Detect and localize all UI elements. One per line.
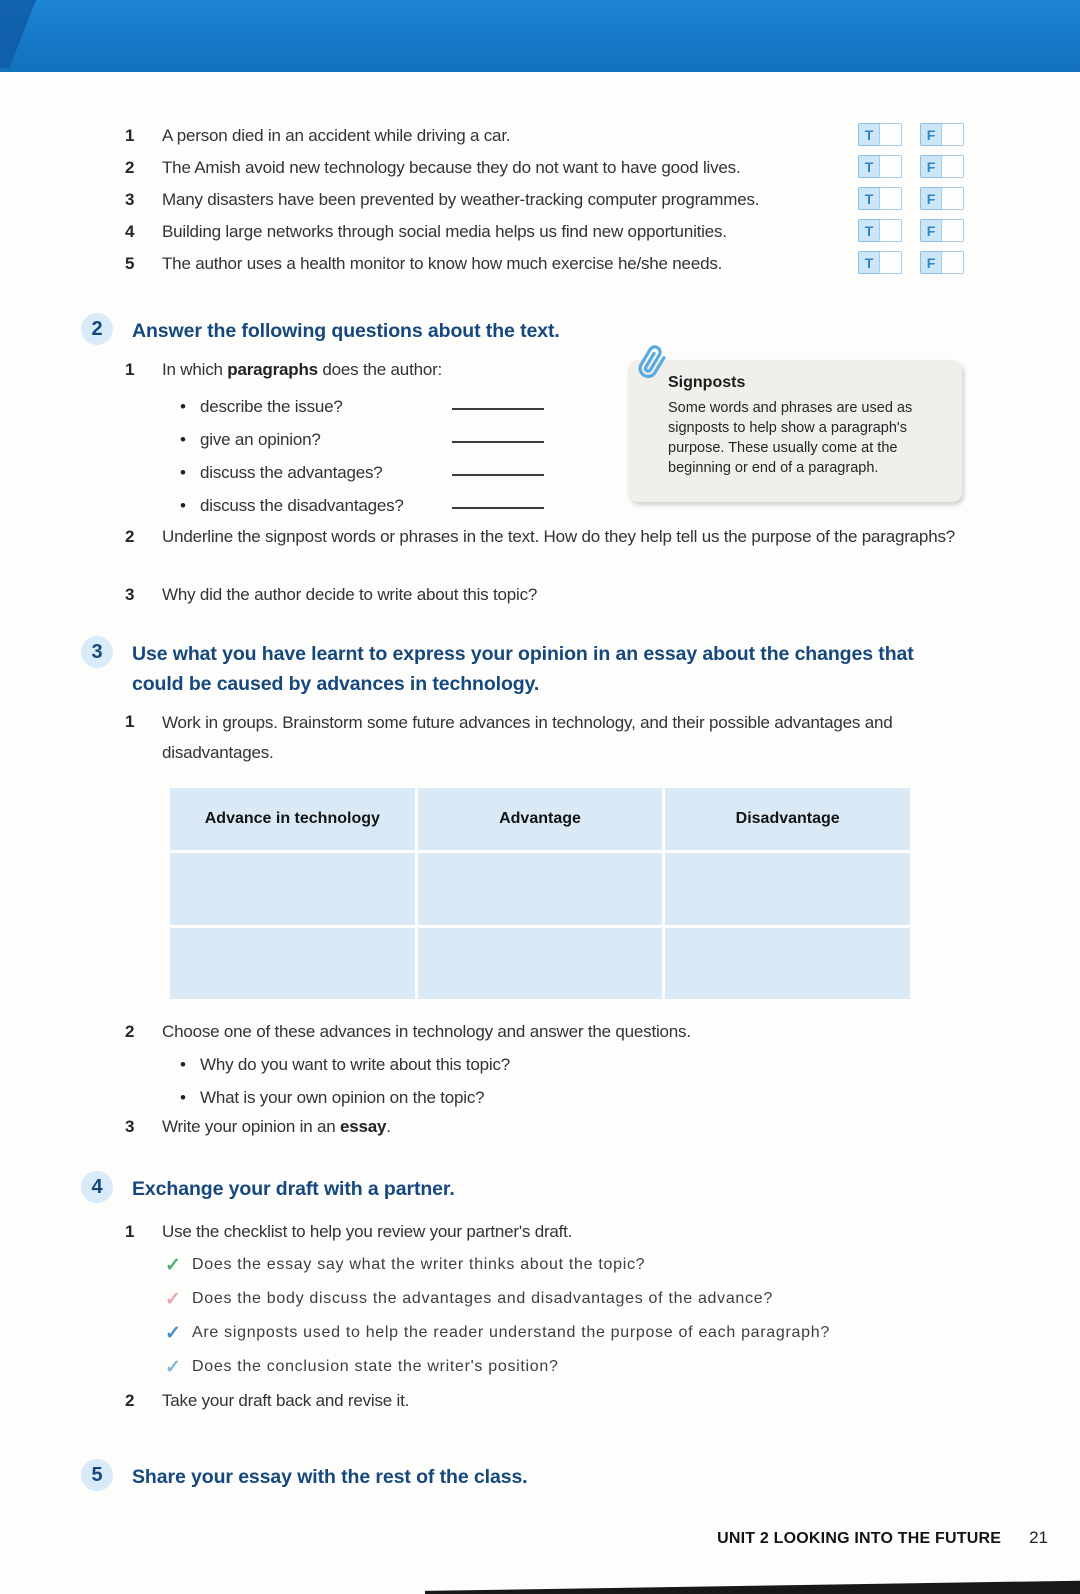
item-number: 5 — [125, 254, 135, 273]
answer-blank[interactable] — [452, 390, 544, 410]
true-false-exercise — [125, 120, 985, 280]
tf-statement: Many disasters have been prevented by weather-tracking computer programmes. — [162, 190, 760, 209]
question-text — [162, 1113, 391, 1141]
bullet-item — [180, 1048, 700, 1081]
tf-row-4 — [125, 216, 985, 248]
checkmark-icon: ✓ — [165, 1322, 181, 1344]
true-label: T — [858, 155, 880, 178]
question-number: 1 — [125, 712, 135, 731]
answer-blank[interactable] — [452, 423, 544, 443]
table-header-disadvantage: Disadvantage — [665, 788, 910, 850]
checklist-item — [165, 1350, 1005, 1384]
question-number: 1 — [125, 1222, 135, 1241]
false-checkbox[interactable] — [941, 155, 964, 178]
exercise-2-q1 — [125, 356, 645, 384]
tf-statement: A person died in an accident while driving a car. — [162, 126, 511, 145]
item-number: 1 — [125, 126, 135, 145]
table-header-advantage: Advantage — [418, 788, 663, 850]
table-cell-r2c3[interactable] — [665, 928, 910, 999]
true-label: T — [858, 219, 880, 242]
bullet-text: describe the issue? — [200, 396, 343, 416]
question-text-pre: Write your opinion in an — [162, 1117, 341, 1136]
true-checkbox[interactable] — [879, 155, 902, 178]
false-label: F — [920, 187, 942, 210]
tf-statement: The author uses a health monitor to know how much exercise he/she needs. — [162, 254, 723, 273]
answer-blank[interactable] — [452, 456, 544, 476]
exercise-3-q2 — [125, 1018, 885, 1046]
checkmark-icon: ✓ — [165, 1254, 181, 1276]
tf-statement: Building large networks through social media helps us find new opportunities. — [162, 222, 727, 241]
bullet-text: give an opinion? — [200, 429, 321, 449]
footer-page-number: 21 — [1029, 1528, 1048, 1547]
tf-row-2 — [125, 152, 985, 184]
signposts-callout — [628, 360, 962, 502]
question-text: Underline the signpost words or phrases in the text. How do they help tell us the purpose of the paragraphs? — [162, 527, 955, 546]
question-number: 1 — [125, 360, 135, 379]
question-text-bold: paragraphs — [227, 360, 318, 379]
exercise-4-heading — [81, 1171, 832, 1204]
exercise-2-heading — [81, 313, 832, 346]
question-text-post: does the author: — [317, 360, 443, 379]
brainstorm-table — [170, 788, 910, 993]
question-text: Work in groups. Brainstorm some future advances in technology, and their possible advantages and disadvantages. — [162, 713, 893, 762]
exercise-title: Share your essay with the rest of the class. — [132, 1466, 528, 1488]
question-text-post: . — [386, 1117, 391, 1136]
bullet-item — [180, 456, 600, 489]
true-label: T — [858, 123, 880, 146]
question-text — [162, 356, 442, 384]
question-text: Choose one of these advances in technology and answer the questions. — [162, 1022, 691, 1041]
tf-statement: The Amish avoid new technology because they do not want to have good lives. — [162, 158, 741, 177]
exercise-4-q2 — [125, 1387, 725, 1415]
bullet-item — [180, 423, 600, 456]
table-cell-r1c2[interactable] — [418, 853, 663, 925]
true-label: T — [858, 251, 880, 274]
false-label: F — [920, 219, 942, 242]
bullet-text: discuss the disadvantages? — [200, 495, 404, 515]
exercise-number-badge: 3 — [81, 636, 113, 668]
tf-row-5 — [125, 248, 985, 280]
exercise-title: Use what you have learnt to express your opinion in an essay about the changes that could be caused by advances in technology. — [132, 643, 914, 695]
callout-title: Signposts — [668, 374, 746, 391]
question-number: 3 — [125, 585, 135, 604]
bullet-item — [180, 489, 600, 522]
question-number: 2 — [125, 1022, 135, 1041]
question-text: Why did the author decide to write about this topic? — [162, 585, 538, 604]
false-checkbox[interactable] — [941, 187, 964, 210]
item-number: 4 — [125, 222, 135, 241]
question-text: Take your draft back and revise it. — [162, 1391, 410, 1410]
question-number: 2 — [125, 1391, 135, 1410]
true-checkbox[interactable] — [879, 187, 902, 210]
callout-body: Some words and phrases are used as signposts to help show a paragraph's purpose. These usually come at the beginning or end of a paragraph. — [668, 400, 913, 476]
checklist-text: Does the conclusion state the writer's position? — [192, 1358, 559, 1375]
exercise-number-badge: 5 — [81, 1459, 113, 1491]
page-footer — [0, 1528, 1048, 1548]
exercise-number-badge: 2 — [81, 313, 113, 345]
exercise-title: Exchange your draft with a partner. — [132, 1178, 455, 1200]
exercise-3-heading — [81, 636, 970, 699]
bullet-icon: • — [180, 495, 186, 515]
bullet-icon: • — [180, 462, 186, 482]
table-cell-r2c2[interactable] — [418, 928, 663, 999]
checklist-item — [165, 1316, 1005, 1350]
true-checkbox[interactable] — [879, 219, 902, 242]
true-checkbox[interactable] — [879, 123, 902, 146]
bullet-item — [180, 1081, 700, 1114]
false-label: F — [920, 155, 942, 178]
bullet-text: Why do you want to write about this topic? — [200, 1054, 511, 1074]
review-checklist — [165, 1248, 1005, 1384]
table-header-advance: Advance in technology — [170, 788, 415, 850]
page-bottom-shadow — [425, 1580, 1080, 1594]
bullet-item — [180, 390, 600, 423]
page-top-banner — [0, 0, 1080, 72]
exercise-2-q3 — [125, 581, 825, 609]
question-number: 3 — [125, 1117, 135, 1136]
true-checkbox[interactable] — [879, 251, 902, 274]
bullet-icon: • — [180, 396, 186, 416]
exercise-2-q1-bullets — [180, 390, 600, 522]
true-label: T — [858, 187, 880, 210]
exercise-number-badge: 4 — [81, 1171, 113, 1203]
checklist-item — [165, 1248, 1005, 1282]
item-number: 3 — [125, 190, 135, 209]
bullet-icon: • — [180, 429, 186, 449]
exercise-4-q1 — [125, 1218, 825, 1246]
exercise-2-q2 — [125, 523, 973, 551]
tf-row-3 — [125, 184, 985, 216]
exercise-5-heading — [81, 1459, 832, 1492]
exercise-3-q3 — [125, 1113, 725, 1141]
checklist-text: Does the essay say what the writer thinks about the topic? — [192, 1256, 646, 1273]
exercise-3-q2-bullets — [180, 1048, 700, 1114]
table-cell-r1c3[interactable] — [665, 853, 910, 925]
footer-unit-title: UNIT 2 LOOKING INTO THE FUTURE — [717, 1530, 1002, 1547]
table-cell-r2c1[interactable] — [170, 928, 415, 999]
bullet-icon: • — [180, 1087, 186, 1107]
bullet-text: discuss the advantages? — [200, 462, 383, 482]
tf-row-1 — [125, 120, 985, 152]
exercise-title: Answer the following questions about the text. — [132, 320, 560, 342]
question-text-pre: In which — [162, 360, 228, 379]
checklist-item — [165, 1282, 1005, 1316]
table-cell-r1c1[interactable] — [170, 853, 415, 925]
bullet-icon: • — [180, 1054, 186, 1074]
item-number: 2 — [125, 158, 135, 177]
false-label: F — [920, 123, 942, 146]
checklist-text: Does the body discuss the advantages and disadvantages of the advance? — [192, 1290, 773, 1307]
checkmark-icon: ✓ — [165, 1288, 181, 1310]
false-label: F — [920, 251, 942, 274]
answer-blank[interactable] — [452, 489, 544, 509]
false-checkbox[interactable] — [941, 123, 964, 146]
checkmark-icon: ✓ — [165, 1356, 181, 1378]
question-text: Use the checklist to help you review your partner's draft. — [162, 1222, 573, 1241]
exercise-3-q1 — [125, 708, 955, 768]
bullet-text: What is your own opinion on the topic? — [200, 1087, 485, 1107]
question-number: 2 — [125, 527, 135, 546]
checklist-text: Are signposts used to help the reader understand the purpose of each paragraph? — [192, 1324, 830, 1341]
false-checkbox[interactable] — [941, 219, 964, 242]
question-text-bold: essay — [340, 1117, 387, 1136]
false-checkbox[interactable] — [941, 251, 964, 274]
